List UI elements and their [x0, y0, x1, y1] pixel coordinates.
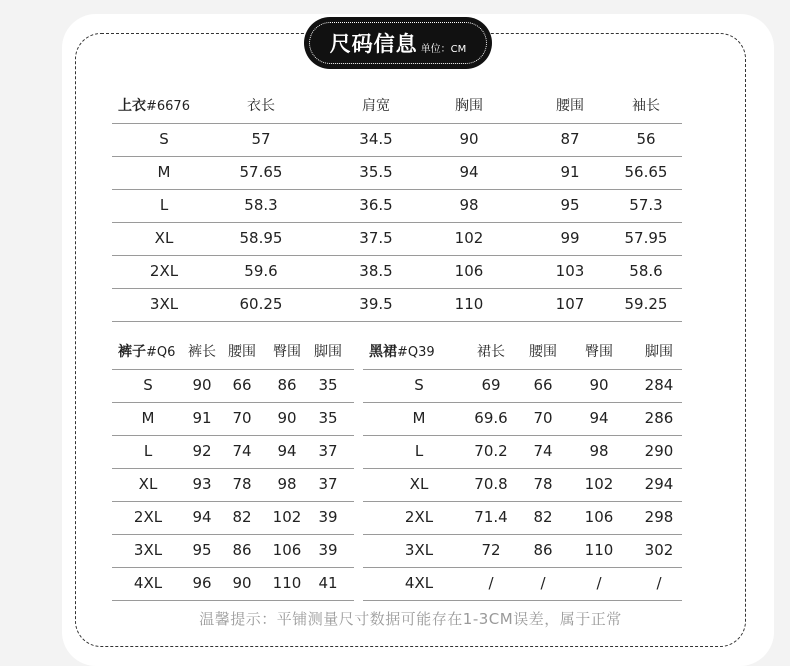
- measurement-value: 58.95: [239, 229, 283, 247]
- measurement-value: 69: [481, 376, 501, 394]
- column-header: 脚围: [645, 344, 673, 360]
- size-label: XL: [409, 475, 429, 493]
- measurement-value: 36.5: [359, 196, 393, 214]
- table-row: [363, 534, 682, 568]
- measurement-value: 58.6: [629, 262, 663, 280]
- measurement-value: 70: [533, 409, 553, 427]
- measurement-value: 70.2: [474, 442, 508, 460]
- measurement-value: 96: [192, 574, 212, 592]
- table-header: [363, 336, 682, 370]
- column-header: 臀围: [585, 344, 613, 360]
- table-row: [112, 222, 682, 256]
- column-header: 脚围: [314, 344, 342, 360]
- measurement-value: 95: [192, 541, 212, 559]
- measurement-value: 57.95: [624, 229, 668, 247]
- size-label: 3XL: [404, 541, 434, 559]
- measurement-value: 57: [251, 130, 271, 148]
- table-row: [363, 501, 682, 535]
- measurement-value: 39: [318, 508, 338, 526]
- measurement-value: 82: [232, 508, 252, 526]
- measurement-value: 110: [272, 574, 302, 592]
- column-header: 臀围: [273, 344, 301, 360]
- size-label: 2XL: [133, 508, 163, 526]
- style-code: #6676: [146, 99, 190, 114]
- measurement-value: 86: [232, 541, 252, 559]
- measurement-value: 90: [192, 376, 212, 394]
- size-label: 3XL: [133, 541, 163, 559]
- measurement-value: /: [540, 574, 546, 592]
- measurement-value: 34.5: [359, 130, 393, 148]
- table-header: [112, 90, 682, 124]
- column-header: 胸围: [455, 98, 483, 114]
- measurement-value: 103: [555, 262, 585, 280]
- measurement-value: 57.3: [629, 196, 663, 214]
- measurement-value: 94: [277, 442, 297, 460]
- size-label: XL: [154, 229, 174, 247]
- size-label: 2XL: [149, 262, 179, 280]
- table-row: [112, 156, 682, 190]
- measurement-value: 70: [232, 409, 252, 427]
- size-label: 4XL: [404, 574, 434, 592]
- table-row: [112, 534, 354, 568]
- measurement-value: 298: [644, 508, 674, 526]
- measurement-value: 37.5: [359, 229, 393, 247]
- measurement-value: 107: [555, 295, 585, 313]
- size-label: S: [414, 376, 424, 394]
- table-row: [363, 468, 682, 502]
- size-label: XL: [138, 475, 158, 493]
- measurement-value: 106: [584, 508, 614, 526]
- measurement-value: 66: [533, 376, 553, 394]
- measurement-value: 41: [318, 574, 338, 592]
- size-label: L: [414, 442, 424, 460]
- measurement-value: 56.65: [624, 163, 668, 181]
- size-label: 4XL: [133, 574, 163, 592]
- size-label: 3XL: [149, 295, 179, 313]
- measurement-value: 302: [644, 541, 674, 559]
- size-label: M: [157, 163, 171, 181]
- measurement-value: 94: [192, 508, 212, 526]
- measurement-value: 39: [318, 541, 338, 559]
- measurement-value: 284: [644, 376, 674, 394]
- size-label: M: [412, 409, 426, 427]
- measurement-value: 102: [584, 475, 614, 493]
- table-row: [363, 567, 682, 601]
- measurement-value: 72: [481, 541, 501, 559]
- measurement-value: 90: [459, 130, 479, 148]
- measurement-value: 90: [232, 574, 252, 592]
- measurement-value: 290: [644, 442, 674, 460]
- measurement-value: 99: [560, 229, 580, 247]
- unit-label: 单位：CM: [420, 44, 467, 55]
- size-label: S: [143, 376, 153, 394]
- measurement-value: 286: [644, 409, 674, 427]
- measurement-value: 39.5: [359, 295, 393, 313]
- measurement-value: 35: [318, 376, 338, 394]
- measurement-value: 102: [272, 508, 302, 526]
- measurement-value: 91: [560, 163, 580, 181]
- size-label: 2XL: [404, 508, 434, 526]
- measurement-value: 35.5: [359, 163, 393, 181]
- table-row: [112, 468, 354, 502]
- measurement-value: 74: [232, 442, 252, 460]
- column-header: 腰围: [556, 98, 584, 114]
- measurement-value: /: [596, 574, 602, 592]
- measurement-value: 110: [584, 541, 614, 559]
- size-label: S: [159, 130, 169, 148]
- size-label: L: [143, 442, 153, 460]
- measurement-value: 92: [192, 442, 212, 460]
- measurement-value: /: [656, 574, 662, 592]
- table-row: [363, 435, 682, 469]
- measurement-value: 94: [459, 163, 479, 181]
- column-header: 肩宽: [362, 98, 390, 114]
- table-title-text: 黑裙: [369, 344, 397, 360]
- column-header: 裙长: [477, 344, 505, 360]
- measurement-value: 71.4: [474, 508, 508, 526]
- table-row: [112, 369, 354, 403]
- table-row: [112, 435, 354, 469]
- measurement-value: 95: [560, 196, 580, 214]
- measurement-value: 106: [454, 262, 484, 280]
- measurement-value: 58.3: [244, 196, 278, 214]
- measurement-value: 90: [277, 409, 297, 427]
- table-header: [112, 336, 354, 370]
- table-row: [112, 255, 682, 289]
- column-header: 腰围: [228, 344, 256, 360]
- column-header: 裤长: [188, 344, 216, 360]
- measurement-value: 60.25: [239, 295, 283, 313]
- measurement-value: 37: [318, 442, 338, 460]
- measurement-value: 98: [589, 442, 609, 460]
- page-title: 尺码信息: [329, 32, 418, 56]
- table-row: [112, 402, 354, 436]
- measurement-value: 90: [589, 376, 609, 394]
- measurement-value: 82: [533, 508, 553, 526]
- column-header: 衣长: [247, 98, 275, 114]
- measurement-value: 66: [232, 376, 252, 394]
- measurement-value: 106: [272, 541, 302, 559]
- measurement-value: 294: [644, 475, 674, 493]
- size-label: M: [141, 409, 155, 427]
- column-header: 袖长: [632, 98, 660, 114]
- measurement-value: 78: [232, 475, 252, 493]
- table-title: [112, 90, 238, 123]
- style-code: #Q39: [397, 345, 435, 360]
- measurement-value: 98: [459, 196, 479, 214]
- measurement-value: 86: [533, 541, 553, 559]
- title-badge: [304, 17, 492, 69]
- table-row: [112, 567, 354, 601]
- measurement-value: 98: [277, 475, 297, 493]
- measurement-value: 94: [589, 409, 609, 427]
- table-row: [363, 402, 682, 436]
- column-header: 腰围: [529, 344, 557, 360]
- measurement-value: 74: [533, 442, 553, 460]
- table-title-text: 上衣: [118, 98, 146, 114]
- measurement-value: 86: [277, 376, 297, 394]
- measurement-value: 91: [192, 409, 212, 427]
- measurement-value: 93: [192, 475, 212, 493]
- measurement-value: 35: [318, 409, 338, 427]
- measurement-value: 69.6: [474, 409, 508, 427]
- measurement-value: 102: [454, 229, 484, 247]
- size-label: L: [159, 196, 169, 214]
- style-code: #Q6: [146, 345, 176, 360]
- measurement-value: 110: [454, 295, 484, 313]
- measurement-value: 56: [636, 130, 656, 148]
- measurement-value: 87: [560, 130, 580, 148]
- table-row: [112, 189, 682, 223]
- table-row: [112, 123, 682, 157]
- table-row: [112, 288, 682, 322]
- measurement-value: 70.8: [474, 475, 508, 493]
- table-row: [112, 501, 354, 535]
- table-title: [363, 336, 469, 369]
- measurement-value: /: [488, 574, 494, 592]
- table-title-text: 裤子: [118, 344, 146, 360]
- measurement-value: 59.25: [624, 295, 668, 313]
- measurement-value: 78: [533, 475, 553, 493]
- measurement-note: 温馨提示：平铺测量尺寸数据可能存在1-3CM误差，属于正常: [199, 610, 622, 628]
- measurement-value: 37: [318, 475, 338, 493]
- measurement-value: 59.6: [244, 262, 278, 280]
- measurement-value: 38.5: [359, 262, 393, 280]
- table-row: [363, 369, 682, 403]
- measurement-value: 57.65: [239, 163, 283, 181]
